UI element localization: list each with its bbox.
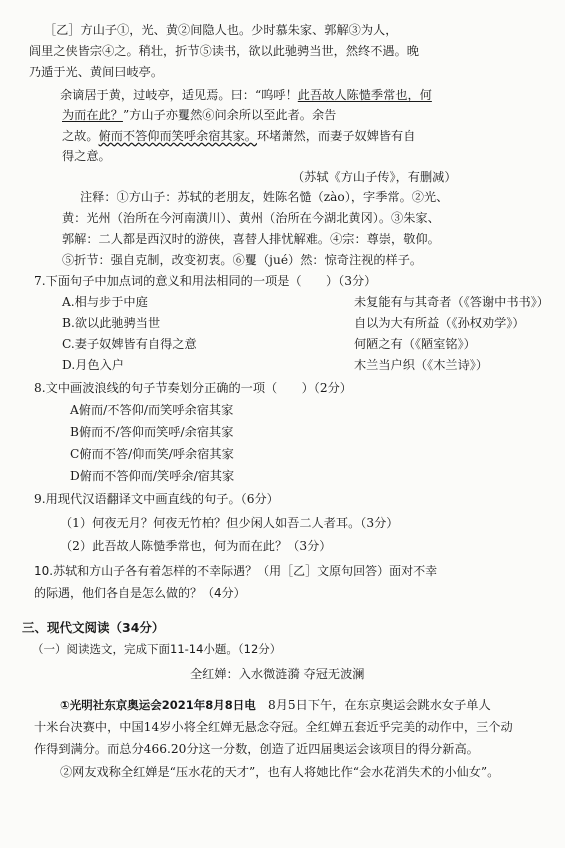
passage-line <box>62 128 565 144</box>
article-paragraph-1 <box>60 697 565 713</box>
q8-option-b: B俯而不/答仰而笑呼/余宿其家 <box>70 425 234 439</box>
option-left: B.欲以此驰骋当世 <box>62 316 161 330</box>
wavy-underlined-sentence: 俯而不答仰而笑呼余宿其家。 <box>98 129 257 143</box>
passage-line: 得之意。 <box>62 149 111 163</box>
question-7-stem: 7.下面句子中加点词的意义和用法相同的一项是（ ）（3分） <box>34 274 377 288</box>
passage-source: （苏轼《方山子传》，有删减） <box>292 170 457 184</box>
passage-text: 之故。 <box>62 129 99 143</box>
article-line: 作得到满分。而总分466.20分这一分数，创造了近四届奥运会该项目的得分新高。 <box>34 742 479 756</box>
passage-text: ”方山子亦矍然⑥问余所以至此者。余告 <box>122 108 337 122</box>
q7-option-a <box>62 294 565 310</box>
passage-text: 环堵萧然，而妻子奴婢皆有自 <box>257 129 416 143</box>
question-8-stem: 8.文中画波浪线的句子节奏划分正确的一项（ ）（2分） <box>34 381 352 395</box>
q9-item-2: （2）此吾故人陈慥季常也，何为而在此？（3分） <box>60 539 332 553</box>
question-10-line-2: 的际遇，他们各自是怎么做的？（4分） <box>34 586 246 600</box>
question-10-line-1: 10.苏轼和方山子各有着怎样的不幸际遇？（用［乙］文原句回答）面对不幸 <box>34 564 438 578</box>
underlined-sentence: 此吾故人陈慥季常也，何 <box>297 88 432 102</box>
q7-option-c <box>62 336 565 352</box>
passage-line: 乃遁于光、黄间曰岐亭。 <box>29 65 164 79</box>
q8-option-d: D俯而不答仰而/笑呼余/宿其家 <box>70 469 235 483</box>
q9-item-1: （1）何夜无月？何夜无竹柏？但少闲人如吾二人者耳。（3分） <box>60 516 399 530</box>
underlined-sentence: 为而在此？ <box>62 108 123 122</box>
option-left: A.相与步于中庭 <box>62 295 148 309</box>
option-right: 自以为大有所益（《孙权劝学》） <box>354 316 525 330</box>
passage-line: ［乙］方山子①，光、黄②间隐人也。少时慕朱家、郭解③为人， <box>44 23 398 37</box>
article-line: 十米台决赛中，中国14岁小将全红婵无悬念夺冠。全红婵五套近乎完美的动作中，三个动 <box>34 720 513 734</box>
option-right: 何陋之有（《陋室铭》） <box>354 337 476 351</box>
q8-option-a: A俯而/不答仰/而笑呼余宿其家 <box>70 403 234 417</box>
passage-line: 闾里之侠皆宗④之。稍壮，折节⑤读书，欲以此驰骋当世，然终不遇。晚 <box>29 44 419 58</box>
question-9-stem: 9.用现代汉语翻译文中画直线的句子。（6分） <box>34 492 279 506</box>
passage-line <box>62 107 565 123</box>
article-title: 全红婵：入水微涟漪 夺冠无波澜 <box>190 667 365 681</box>
option-right: 木兰当户织（《木兰诗》） <box>354 358 489 372</box>
q8-option-c: C俯而不答/仰而笑/呼余宿其家 <box>70 447 234 461</box>
passage-text: 余谪居于黄，过岐亭，适见焉。曰：“呜呼！ <box>60 88 298 102</box>
annotation-line: 黄：光州（治所在今河南潢川）、黄州（治所在今湖北黄冈）。③朱家、 <box>62 211 440 225</box>
option-left: D.月色入户 <box>62 358 124 372</box>
passage-line <box>60 87 565 103</box>
q7-option-b <box>62 315 565 331</box>
paragraph-text: 8月5日下午，在东京奥运会跳水女子单人 <box>267 698 491 712</box>
section-title: 三、现代文阅读（34分） <box>22 620 165 635</box>
article-paragraph-2: ②网友戏称全红婵是“压水花的天才”，也有人将她比作“会水花消失术的小仙女”。 <box>60 765 500 779</box>
annotation-line: ⑤折节：强自克制，改变初衷。⑥矍（jué）然：惊奇注视的样子。 <box>62 253 423 267</box>
annotation-line: 注释：①方山子：苏轼的老朋友，姓陈名慥（zào），字季常。②光、 <box>80 190 449 204</box>
section-subtitle: （一）阅读选文，完成下面11-14小题。（12分） <box>32 642 282 656</box>
q7-option-d <box>62 357 565 373</box>
annotation-line: 郭解：二人都是西汉时的游侠，喜替人排忧解难。④宗：尊崇，敬仰。 <box>62 232 440 246</box>
option-right: 未复能有与其奇者（《答谢中书书》） <box>354 295 549 309</box>
dateline: ①光明社东京奥运会2021年8月8日电 <box>60 698 256 712</box>
option-left: C.妻子奴婢皆有自得之意 <box>62 337 197 351</box>
